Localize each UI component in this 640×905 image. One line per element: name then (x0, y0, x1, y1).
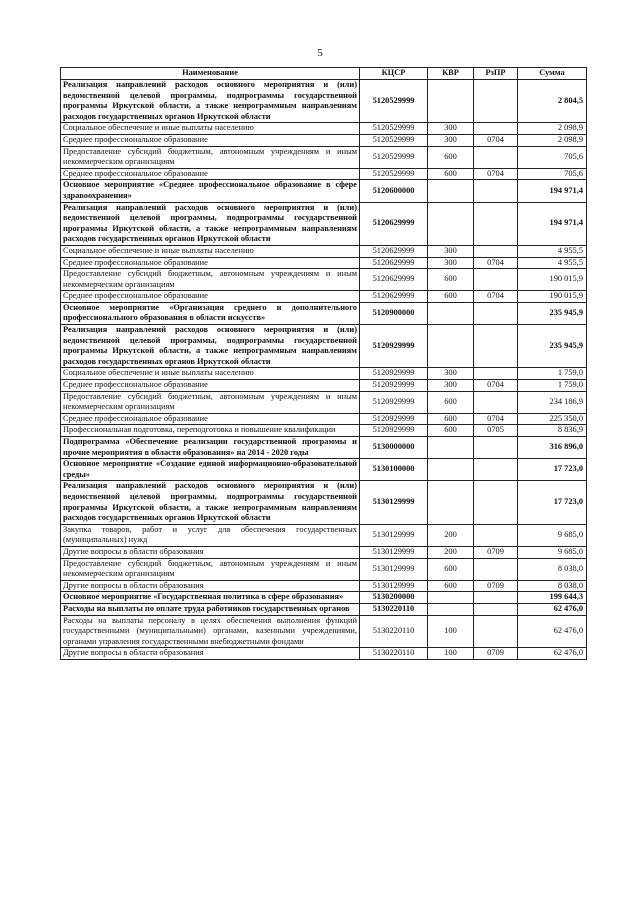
cell-kvr: 100 (428, 615, 474, 648)
cell-sum: 235 945,9 (518, 302, 587, 324)
cell-rz (474, 146, 518, 168)
table-row (61, 459, 587, 481)
cell-sum: 225 350,0 (518, 413, 587, 425)
header-rz: РзПР (474, 68, 518, 80)
cell-code: 5130200000 (360, 592, 428, 604)
cell-kvr: 600 (428, 580, 474, 592)
cell-sum: 1 759,0 (518, 368, 587, 380)
cell-code: 5130129999 (360, 558, 428, 580)
table-row (61, 413, 587, 425)
header-kvr: КВР (428, 68, 474, 80)
cell-sum: 316 896,0 (518, 437, 587, 459)
cell-name: Реализация направлений расходов основного мероприятия и (или) ведомственной целевой программы, подпрограммы государственной программы Иркутской области, а также непрограммным направлениям расходов государственных органов Иркутской области (61, 481, 360, 524)
cell-rz (474, 202, 518, 245)
cell-name: Реализация направлений расходов основного мероприятия и (или) ведомственной целевой программы, подпрограммы государственной программы Иркутской области, а также непрограммным направлениям расходов государственных органов Иркутской области (61, 202, 360, 245)
cell-sum: 8 038,0 (518, 558, 587, 580)
cell-code: 5120529999 (360, 168, 428, 180)
cell-code: 5120929999 (360, 413, 428, 425)
cell-code: 5120529999 (360, 146, 428, 168)
table-body (61, 80, 587, 660)
cell-code: 5120529999 (360, 80, 428, 123)
table-row (61, 168, 587, 180)
table-row (61, 180, 587, 202)
cell-name: Подпрограмма «Обеспечение реализации государственной программы и прочие мероприятия в области образования» на 2014 - 2020 годы (61, 437, 360, 459)
table-row (61, 425, 587, 437)
cell-code: 5120900000 (360, 302, 428, 324)
table-row (61, 302, 587, 324)
cell-kvr: 300 (428, 380, 474, 392)
table-row (61, 123, 587, 135)
cell-rz: 0704 (474, 168, 518, 180)
cell-rz (474, 558, 518, 580)
cell-name: Другие вопросы в области образования (61, 546, 360, 558)
cell-sum: 2 804,5 (518, 80, 587, 123)
cell-rz: 0709 (474, 546, 518, 558)
cell-kvr (428, 481, 474, 524)
cell-kvr: 600 (428, 291, 474, 303)
cell-name: Закупка товаров, работ и услуг для обеспечения государственных (муниципальных) нужд (61, 524, 360, 546)
cell-name: Реализация направлений расходов основного мероприятия и (или) ведомственной целевой программы, подпрограммы государственной программы Иркутской области, а также непрограммным направлениям расходов государственных органов Иркутской области (61, 80, 360, 123)
cell-sum: 4 955,5 (518, 245, 587, 257)
cell-rz: 0704 (474, 380, 518, 392)
cell-name: Другие вопросы в области образования (61, 580, 360, 592)
table-row (61, 325, 587, 368)
cell-kvr (428, 459, 474, 481)
cell-sum: 17 723,0 (518, 459, 587, 481)
cell-code: 5120629999 (360, 245, 428, 257)
cell-name: Среднее профессиональное образование (61, 168, 360, 180)
cell-kvr (428, 180, 474, 202)
header-code: КЦСР (360, 68, 428, 80)
cell-sum: 194 971,4 (518, 202, 587, 245)
cell-kvr: 600 (428, 269, 474, 291)
cell-rz (474, 459, 518, 481)
cell-kvr: 600 (428, 146, 474, 168)
cell-rz (474, 368, 518, 380)
table-row (61, 134, 587, 146)
cell-name: Основное мероприятие «Среднее профессиональное образование в сфере здравоохранения» (61, 180, 360, 202)
cell-name: Основное мероприятие «Создание единой информационно-образовательной среды» (61, 459, 360, 481)
cell-sum: 199 644,3 (518, 592, 587, 604)
cell-code: 5120529999 (360, 134, 428, 146)
cell-name: Среднее профессиональное образование (61, 291, 360, 303)
cell-name: Профессиональная подготовка, переподготовка и повышение квалификации (61, 425, 360, 437)
cell-code: 5130220110 (360, 615, 428, 648)
cell-kvr (428, 592, 474, 604)
cell-rz (474, 80, 518, 123)
cell-name: Предоставление субсидий бюджетным, автономным учреждениям и иным некоммерческим организациям (61, 146, 360, 168)
cell-sum: 8 038,0 (518, 580, 587, 592)
cell-rz (474, 615, 518, 648)
budget-table (60, 67, 587, 660)
cell-code: 5130129999 (360, 481, 428, 524)
cell-rz (474, 524, 518, 546)
cell-kvr: 300 (428, 123, 474, 135)
cell-name: Расходы на выплаты по оплате труда работников государственных органов (61, 603, 360, 615)
table-row (61, 437, 587, 459)
table-row (61, 80, 587, 123)
cell-rz (474, 180, 518, 202)
table-row (61, 648, 587, 660)
table-row (61, 481, 587, 524)
cell-name: Предоставление субсидий бюджетным, автономным учреждениям и иным некоммерческим организациям (61, 269, 360, 291)
cell-rz (474, 245, 518, 257)
cell-sum: 17 723,0 (518, 481, 587, 524)
table-row (61, 368, 587, 380)
cell-kvr (428, 202, 474, 245)
cell-code: 5120929999 (360, 391, 428, 413)
cell-sum: 1 759,0 (518, 380, 587, 392)
cell-kvr: 300 (428, 368, 474, 380)
cell-kvr: 200 (428, 524, 474, 546)
header-sum: Сумма (518, 68, 587, 80)
cell-name: Среднее профессиональное образование (61, 413, 360, 425)
header-name: Наименование (61, 68, 360, 80)
cell-rz (474, 603, 518, 615)
table-row (61, 546, 587, 558)
cell-sum: 190 015,9 (518, 269, 587, 291)
cell-sum: 235 945,9 (518, 325, 587, 368)
cell-sum: 62 476,0 (518, 615, 587, 648)
table-row (61, 524, 587, 546)
table-row (61, 580, 587, 592)
cell-name: Среднее профессиональное образование (61, 257, 360, 269)
cell-code: 5120929999 (360, 425, 428, 437)
cell-kvr (428, 302, 474, 324)
cell-name: Основное мероприятие «Государственная политика в сфере образования» (61, 592, 360, 604)
cell-kvr: 100 (428, 648, 474, 660)
cell-code: 5120629999 (360, 269, 428, 291)
cell-sum: 9 685,0 (518, 546, 587, 558)
cell-sum: 194 971,4 (518, 180, 587, 202)
cell-code: 5130000000 (360, 437, 428, 459)
cell-code: 5120929999 (360, 368, 428, 380)
cell-name: Реализация направлений расходов основного мероприятия и (или) ведомственной целевой программы, подпрограммы государственной программы Иркутской области, а также непрограммным направлениям расходов государственных органов Иркутской области (61, 325, 360, 368)
table-row (61, 269, 587, 291)
cell-kvr: 600 (428, 425, 474, 437)
cell-kvr: 200 (428, 546, 474, 558)
cell-code: 5130129999 (360, 524, 428, 546)
cell-rz (474, 123, 518, 135)
cell-code: 5130100000 (360, 459, 428, 481)
cell-rz (474, 391, 518, 413)
table-row (61, 603, 587, 615)
cell-kvr: 300 (428, 257, 474, 269)
table-row (61, 202, 587, 245)
table-row (61, 146, 587, 168)
cell-sum: 62 476,0 (518, 648, 587, 660)
cell-kvr (428, 325, 474, 368)
cell-kvr (428, 80, 474, 123)
cell-kvr (428, 437, 474, 459)
cell-rz: 0709 (474, 648, 518, 660)
cell-rz: 0709 (474, 580, 518, 592)
cell-rz (474, 481, 518, 524)
table-row (61, 615, 587, 648)
cell-code: 5120629999 (360, 257, 428, 269)
cell-sum: 62 476,0 (518, 603, 587, 615)
cell-code: 5120629999 (360, 202, 428, 245)
cell-rz: 0704 (474, 257, 518, 269)
table-row (61, 245, 587, 257)
cell-kvr: 600 (428, 558, 474, 580)
cell-code: 5120929999 (360, 380, 428, 392)
cell-name: Предоставление субсидий бюджетным, автономным учреждениям и иным некоммерческим организациям (61, 558, 360, 580)
table-row (61, 291, 587, 303)
cell-sum: 2 098,9 (518, 123, 587, 135)
cell-rz: 0704 (474, 134, 518, 146)
cell-kvr: 600 (428, 391, 474, 413)
table-row (61, 391, 587, 413)
cell-name: Социальное обеспечение и иные выплаты населению (61, 123, 360, 135)
cell-code: 5130220110 (360, 603, 428, 615)
cell-code: 5130129999 (360, 546, 428, 558)
cell-kvr: 300 (428, 134, 474, 146)
cell-rz (474, 437, 518, 459)
cell-kvr: 600 (428, 168, 474, 180)
cell-rz (474, 325, 518, 368)
cell-rz (474, 302, 518, 324)
cell-code: 5120529999 (360, 123, 428, 135)
cell-name: Основное мероприятие «Организация среднего и дополнительного профессионального образования в области искусств» (61, 302, 360, 324)
cell-code: 5130220110 (360, 648, 428, 660)
table-row (61, 257, 587, 269)
table-header-row (61, 68, 587, 80)
cell-name: Другие вопросы в области образования (61, 648, 360, 660)
page-number: 5 (317, 47, 323, 59)
table-row (61, 558, 587, 580)
cell-sum: 234 186,9 (518, 391, 587, 413)
cell-sum: 9 685,0 (518, 524, 587, 546)
cell-code: 5120929999 (360, 325, 428, 368)
cell-code: 5120629999 (360, 291, 428, 303)
cell-rz: 0704 (474, 291, 518, 303)
cell-rz: 0704 (474, 413, 518, 425)
cell-code: 5130129999 (360, 580, 428, 592)
cell-rz (474, 592, 518, 604)
cell-sum: 190 015,9 (518, 291, 587, 303)
cell-kvr: 300 (428, 245, 474, 257)
cell-name: Предоставление субсидий бюджетным, автономным учреждениям и иным некоммерческим организациям (61, 391, 360, 413)
cell-name: Социальное обеспечение и иные выплаты населению (61, 245, 360, 257)
cell-name: Социальное обеспечение и иные выплаты населению (61, 368, 360, 380)
cell-kvr (428, 603, 474, 615)
table-row (61, 592, 587, 604)
cell-name: Среднее профессиональное образование (61, 134, 360, 146)
cell-sum: 8 836,9 (518, 425, 587, 437)
cell-sum: 705,6 (518, 146, 587, 168)
cell-sum: 2 098,9 (518, 134, 587, 146)
cell-name: Расходы на выплаты персоналу в целях обеспечения выполнения функций государственными (муниципальными) органами, казенными учреждениями, органами управления государственными внебюджетными фондами (61, 615, 360, 648)
cell-sum: 705,6 (518, 168, 587, 180)
cell-rz (474, 269, 518, 291)
table-row (61, 380, 587, 392)
cell-name: Среднее профессиональное образование (61, 380, 360, 392)
cell-code: 5120600000 (360, 180, 428, 202)
cell-rz: 0705 (474, 425, 518, 437)
cell-sum: 4 955,5 (518, 257, 587, 269)
cell-kvr: 600 (428, 413, 474, 425)
